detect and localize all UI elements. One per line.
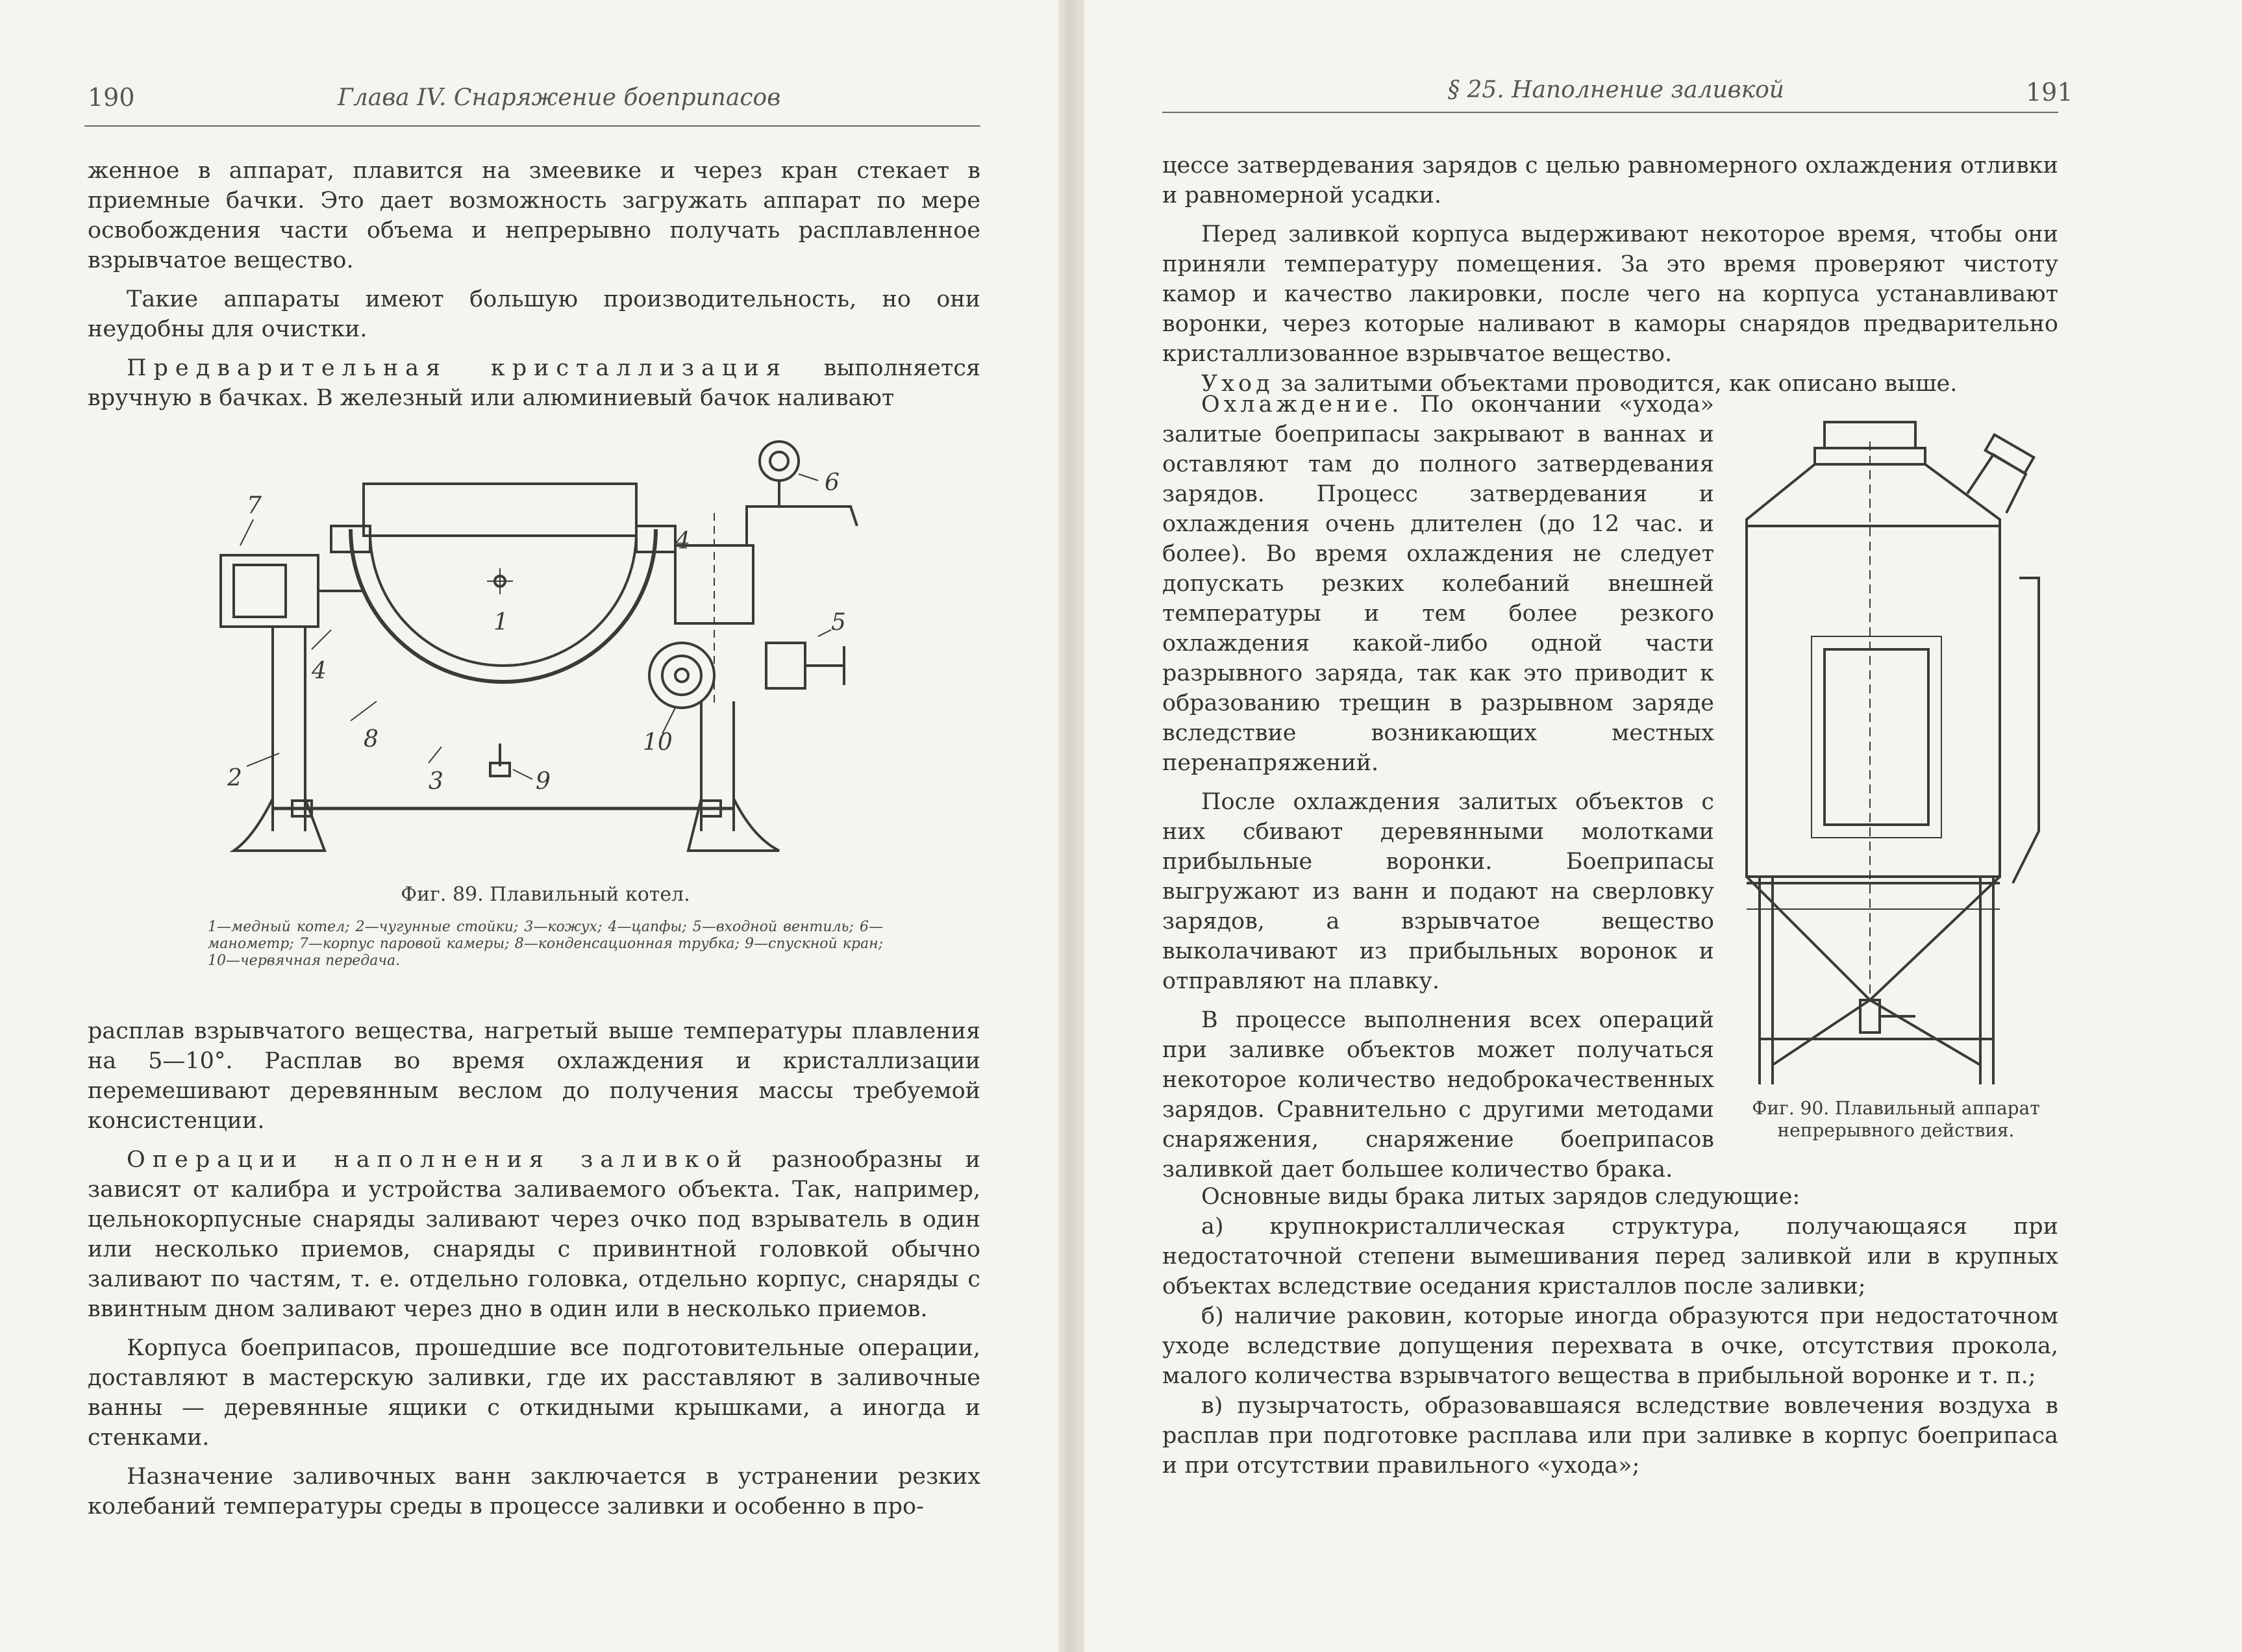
left-page-number: 190 — [88, 83, 135, 112]
right-column-text — [1162, 390, 1714, 1184]
fig89-label-4b: 4 — [675, 528, 690, 555]
fig89-label-2: 2 — [227, 765, 242, 792]
paragraph-cooling: Охлаждение. По окончании «ухода» залитые боеприпасы закрывают в ваннах и оставляют там до полного затвердевания зарядов. Процесс затвердевания и охлаждения очень длителен (до 12 час. и более). Во время охлаждения не следует допускать резких колебаний внешней температуры и тем более резкого охлаждения какой-либо одной части разрывного заряда, так как это приводит к образованию трещин в разрывном заряде вследствие возникающих местных перенапряжений. — [1162, 392, 1714, 776]
fig89-label-7: 7 — [247, 492, 262, 519]
term-operations: Операции наполнения заливкой — [127, 1147, 749, 1173]
left-bottom-text — [88, 1016, 980, 1521]
defect-item: в) пузырчатость, образовавшаяся вследствие вовлечения воздуха в расплав при подготовке расплава или при заливке в корпус боеприпаса и при отсутствии правильного «ухода»; — [1162, 1393, 2058, 1479]
left-running-head: Глава IV. Снаряжение боеприпасов — [338, 84, 781, 111]
fig89-label-10: 10 — [643, 729, 673, 756]
paragraph: женное в аппарат, плавится на змеевике и через кран стекает в приемные бачки. Это дает возможность загружать аппарат по мере освобождения части объема и непрерывно получать расплавленное взрывчатое вещество. — [88, 158, 980, 273]
defect-item: б) наличие раковин, которые иногда образуются при недостаточном уходе вследствие допущения перехвата в очке, отсутствия прокола, малого количества взрывчатого вещества в прибыльной воронке и т. п.; — [1162, 1303, 2058, 1389]
paragraph: В процессе выполнения всех операций при заливке объектов может получаться некоторое количество недоброкачественных зарядов. Сравнительно с другими методами снаряжения, снаряжение боеприпасов заливкой дает большее количество брака. — [1162, 1007, 1714, 1183]
fig89-label-6: 6 — [825, 469, 840, 496]
paragraph: цессе затвердевания зарядов с целью равномерного охлаждения отливки и равномерной усадки. — [1162, 153, 2058, 208]
figure-90-caption: Фиг. 90. Плавильный аппарат непрерывного действия. — [1752, 1097, 2040, 1141]
figure-89-legend: 1—медный котел; 2—чугунные стойки; 3—кожух; 4—цапфы; 5—входной вентиль; 6—манометр; 7—корпус паровой камеры; 8—конденсационная трубка; 9—спускной кран; 10—червячная передача. — [208, 919, 883, 969]
left-header-rule — [84, 125, 980, 127]
book-gutter — [1058, 0, 1084, 1652]
paragraph: Корпуса боеприпасов, прошедшие все подготовительные операции, доставляют в мастерскую заливки, где их расставляют в заливочные ванны — деревянные ящики с откидными крышками, а иногда и стенками. — [88, 1335, 980, 1451]
paragraph: Перед заливкой корпуса выдерживают некоторое время, чтобы они приняли температуру помещения. За это время проверяют чистоту камор и качество лакировки, после чего на корпуса устанавливают воронки, через которые наливают в каморы снарядов предварительно кристаллизованное взрывчатое вещество. — [1162, 221, 2058, 367]
term-cooling: Охлаждение. — [1201, 392, 1403, 418]
right-top-text — [1162, 151, 2058, 399]
fig89-label-1: 1 — [493, 609, 508, 636]
fig89-label-3: 3 — [429, 768, 443, 795]
right-header-rule — [1162, 112, 2058, 113]
fig89-label-8: 8 — [364, 726, 379, 753]
paragraph: После охлаждения залитых объектов с них сбивают деревянными молотками прибыльные воронки. Боеприпасы выгружают из ванн и подают на сверловку зарядов, а взрывчатое вещество выколачивают из прибыльных воронок и отправляют на плавку. — [1162, 789, 1714, 994]
defect-item: а) крупнокристаллическая структура, получающаяся при недостаточной степени вымешивания перед заливкой или в крупных объектах вследствие оседания кристаллов после заливки; — [1162, 1214, 2058, 1299]
term-care: Уход — [1201, 371, 1274, 397]
figure-90-continuous-apparatus — [1727, 416, 2065, 1091]
defects-heading: Основные виды брака литых зарядов следующие: — [1201, 1184, 1800, 1210]
paragraph-care: Уход за залитыми объектами проводится, как описано выше. — [1201, 371, 1958, 397]
fig89-label-4: 4 — [312, 658, 327, 684]
paragraph: расплав взрывчатого вещества, нагретый выше температуры плавления на 5—10°. Расплав во время охлаждения и кристаллизации перемешивают деревянным веслом до получения массы требуемой консистенции. — [88, 1018, 980, 1134]
left-top-text — [88, 156, 980, 413]
right-bottom-text — [1162, 1182, 2058, 1481]
right-running-head: § 25. Наполнение заливкой — [1448, 77, 1784, 103]
right-page-number: 191 — [2026, 78, 2073, 106]
paragraph-operations: Операции наполнения заливкой разнообразны и зависят от калибра и устройства заливаемого объекта. Так, например, цельнокорпусные снаряды заливают через очко под взрыватель в один или несколько приемов, снаряды с привинтной головкой обычно заливают по частям, т. е. отдельно головка, отдельно корпус, снаряды с ввинтным дном заливают через дно в один или в несколько приемов. — [88, 1147, 980, 1322]
fig89-label-9: 9 — [536, 768, 551, 795]
fig89-label-5: 5 — [831, 609, 846, 636]
paragraph: Такие аппараты имеют большую производительность, но они неудобны для очистки. — [88, 286, 980, 342]
paragraph-crystallization: Предварительная кристаллизация выполняется вручную в бачках. В железный или алюминиевый бачок наливают — [88, 355, 980, 411]
paragraph: Назначение заливочных ванн заключается в устранении резких колебаний температуры среды в процессе заливки и особенно в про- — [88, 1464, 980, 1520]
figure-89-melting-kettle — [208, 435, 883, 864]
figure-89-caption: Фиг. 89. Плавильный котел. — [401, 883, 690, 906]
term-crystallization: Предварительная кристаллизация — [127, 355, 788, 381]
